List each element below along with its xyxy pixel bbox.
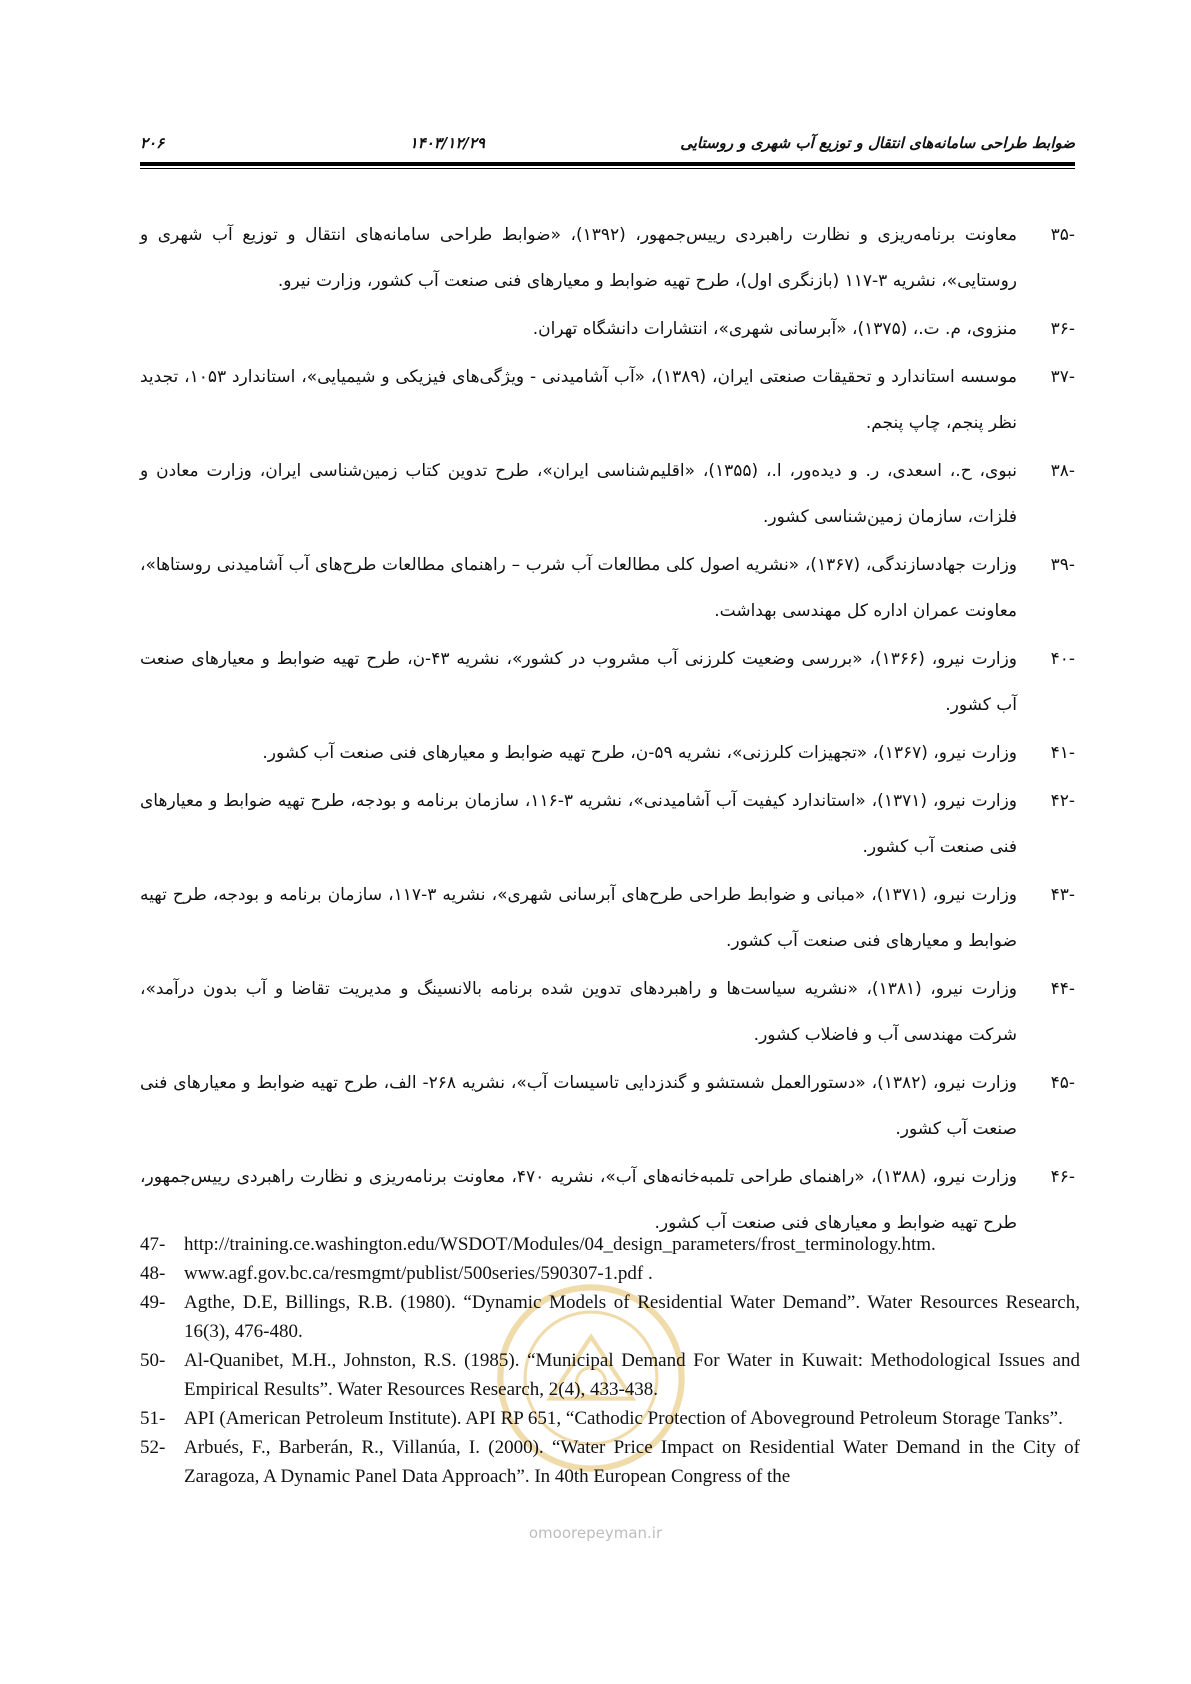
reference-text: نبوی، ح.، اسعدی، ر. و دیده‌ور، ا.، (۱۳۵۵)، «اقلیم‌شناسی ایران»، طرح تدوین کتاب زمین‌شناسی ایران، وزارت معادن و فلزات، سازمان زمین‌شناسی کشور. (140, 461, 1017, 527)
persian-reference-list (140, 212, 1075, 1248)
reference-item (140, 730, 1075, 776)
reference-item (140, 212, 1075, 304)
reference-text: www.agf.gov.bc.ca/resmgmt/publist/500series/590307-1.pdf . (184, 1263, 653, 1284)
reference-text: وزارت نیرو، (۱۳۸۱)، «نشریه سیاست‌ها و راهبردهای تدوین شده برنامه بالانسینگ و مدیریت تقاضا و آب بدون درآمد»، شرکت مهندسی آب و فاضلاب کشور. (140, 979, 1017, 1045)
reference-item (140, 636, 1075, 728)
reference-number: -۴۴ (1050, 979, 1075, 999)
reference-item (140, 1230, 1080, 1259)
reference-text: وزارت نیرو، (۱۳۶۶)، «بررسی وضعیت کلرزنی آب مشروب در کشور»، نشریه ۴۳-ن، طرح تهیه ضوابط و معیارهای صنعت آب کشور. (140, 649, 1018, 715)
watermark-text: omoorepeyman.ir (528, 1524, 663, 1542)
reference-number: -۴۶ (1050, 1167, 1075, 1187)
reference-text: Agthe, D.E, Billings, R.B. (1980). “Dynamic Models of Residential Water Demand”. Water Resources Research, 16(3), 476-480. (184, 1292, 1080, 1342)
reference-number: 50- (140, 1350, 166, 1371)
reference-number: -۳۸ (1050, 461, 1075, 481)
reference-item (140, 1060, 1075, 1152)
reference-number: 52- (140, 1437, 166, 1458)
page-header (140, 130, 1075, 158)
header-rule (140, 162, 1075, 166)
reference-text: API (American Petroleum Institute). API RP 651, “Cathodic Protection of Aboveground Petroleum Storage Tanks”. (184, 1408, 1063, 1429)
reference-text: منزوی، م. ت.، (۱۳۷۵)، «آبرسانی شهری»، انتشارات دانشگاه تهران. (532, 319, 1017, 339)
header-date: ۱۴۰۳/۱۲/۲۹ (409, 134, 485, 152)
reference-number: 49- (140, 1292, 166, 1313)
reference-number: 47- (140, 1234, 166, 1255)
reference-text: Al-Quanibet, M.H., Johnston, R.S. (1985). “Municipal Demand For Water in Kuwait: Methodological Issues and Empirical Results”. Water Resources Research, 2(4), 433-438. (184, 1350, 1080, 1400)
reference-item (140, 1346, 1080, 1404)
reference-text: وزارت نیرو، (۱۳۸۲)، «دستورالعمل شستشو و گندزدایی تاسیسات آب»، نشریه ۲۶۸- الف، طرح تهیه ضوابط و معیارهای فنی صنعت آب کشور. (140, 1073, 1017, 1139)
page-number: ۲۰۶ (140, 134, 165, 152)
reference-number: -۴۲ (1050, 791, 1075, 811)
reference-number: -۴۵ (1050, 1073, 1075, 1093)
reference-text: وزارت نیرو، (۱۳۶۷)، «تجهیزات کلرزنی»، نشریه ۵۹-ن، طرح تهیه ضوابط و معیارهای فنی صنعت آب کشور. (262, 743, 1017, 763)
reference-item (140, 872, 1075, 964)
reference-number: -۴۱ (1050, 743, 1075, 763)
reference-text: معاونت برنامه‌ریزی و نظارت راهبردی رییس‌جمهور، (۱۳۹۲)، «ضوابط طراحی سامانه‌های انتقال و توزیع آب شهری و روستایی»، نشریه ۳-۱۱۷ (بازنگری اول)، طرح تهیه ضوابط و معیارهای فنی صنعت آب کشور، وزارت نیرو. (140, 225, 1017, 291)
reference-item (140, 1259, 1080, 1288)
reference-text: Arbués, F., Barberán, R., Villanúa, I. (2000). “Water Price Impact on Residential Water Demand in the City of Zaragoza, A Dynamic Panel Data Approach”. In 40th European Congress of the (184, 1437, 1080, 1487)
reference-text: وزارت جهادسازندگی، (۱۳۶۷)، «نشریه اصول کلی مطالعات آب شرب – راهنمای مطالعات طرح‌های آب آشامیدنی روستاها»، معاونت عمران اداره کل مهندسی بهداشت. (140, 555, 1017, 621)
reference-number: 48- (140, 1263, 166, 1284)
reference-number: -۳۹ (1050, 555, 1075, 575)
reference-text: وزارت نیرو، (۱۳۸۸)، «راهنمای طراحی تلمبه‌خانه‌های آب»، نشریه ۴۷۰، معاونت برنامه‌ریزی و نظارت راهبردی رییس‌جمهور، طرح تهیه ضوابط و معیارهای فنی صنعت آب کشور. (140, 1167, 1018, 1233)
reference-item (140, 778, 1075, 870)
reference-number: -۴۳ (1050, 885, 1075, 905)
english-reference-list (140, 1230, 1080, 1491)
reference-number: -۳۷ (1050, 367, 1075, 387)
reference-text: وزارت نیرو، (۱۳۷۱)، «مبانی و ضوابط طراحی طرح‌های آبرسانی شهری»، نشریه ۳-۱۱۷، سازمان برنامه و بودجه، طرح تهیه ضوابط و معیارهای فنی صنعت آب کشور. (140, 885, 1018, 951)
reference-item (140, 1288, 1080, 1346)
reference-text: http://training.ce.washington.edu/WSDOT/Modules/04_design_parameters/frost_terminology.htm. (184, 1234, 936, 1255)
reference-number: -۴۰ (1050, 649, 1075, 669)
reference-number: -۳۵ (1050, 225, 1075, 245)
reference-item (140, 1404, 1080, 1433)
reference-text: موسسه استاندارد و تحقیقات صنعتی ایران، (۱۳۸۹)، «آب آشامیدنی - ویژگی‌های فیزیکی و شیمیایی»، استاندارد ۱۰۵۳، تجدید نظر پنجم، چاپ پنجم. (140, 367, 1017, 433)
reference-number: -۳۶ (1050, 319, 1075, 339)
header-rule-thin (140, 168, 1075, 169)
reference-item (140, 1433, 1080, 1491)
reference-item (140, 448, 1075, 540)
reference-item (140, 966, 1075, 1058)
reference-item (140, 306, 1075, 352)
reference-item (140, 542, 1075, 634)
reference-number: 51- (140, 1408, 166, 1429)
reference-text: وزارت نیرو، (۱۳۷۱)، «استاندارد کیفیت آب آشامیدنی»، نشریه ۳-۱۱۶، سازمان برنامه و بودجه، طرح تهیه ضوابط و معیارهای فنی صنعت آب کشور. (140, 791, 1018, 857)
header-title: ضوابط طراحی سامانه‌های انتقال و توزیع آب شهری و روستایی (680, 134, 1075, 152)
reference-item (140, 354, 1075, 446)
